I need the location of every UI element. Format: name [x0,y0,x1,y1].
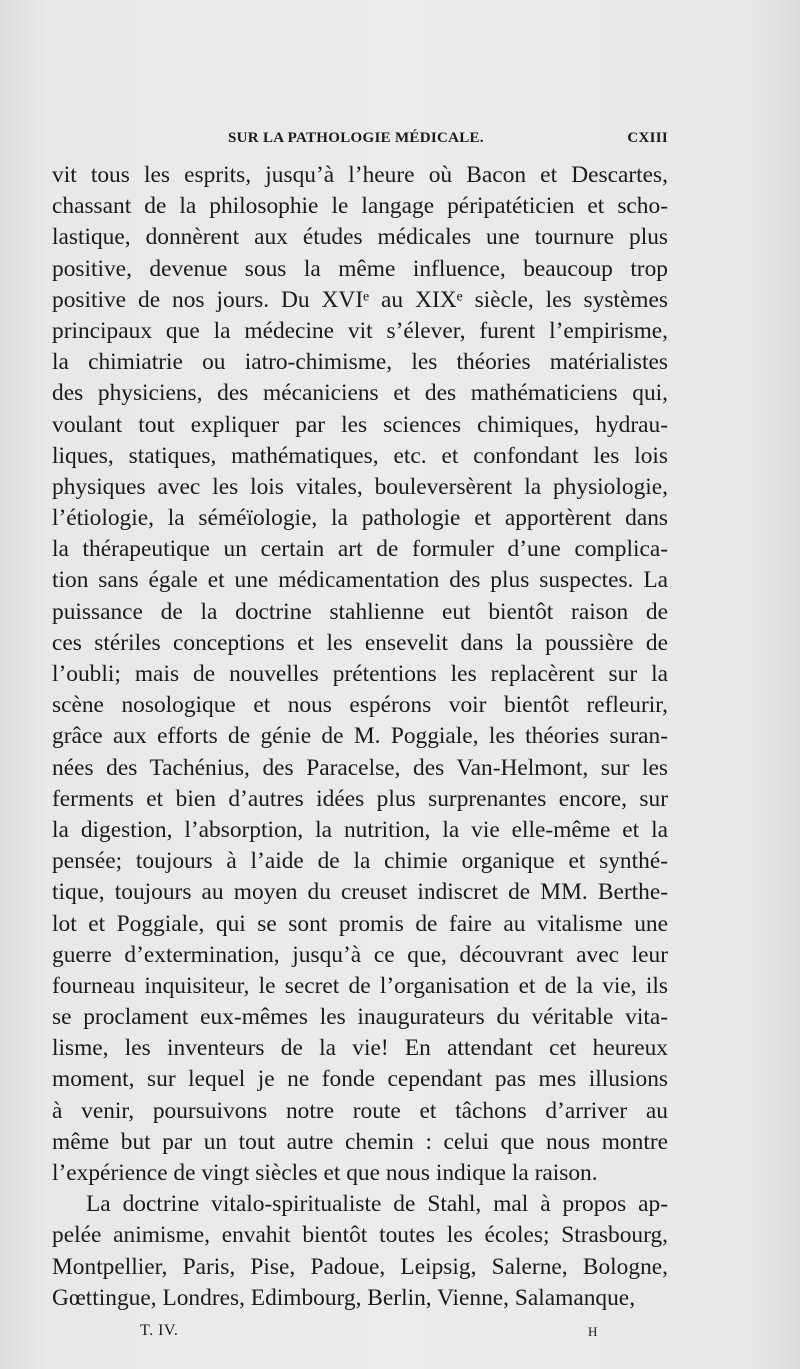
page-footer [52,1322,668,1348]
text-line: la chimiatrie ou iatro-chimisme, les théories matérialistes [52,349,668,376]
text-line: l’étiologie, la séméïologie, la pathologie et apportèrent dans [52,505,668,532]
text-line: la digestion, l’absorption, la nutrition, la vie elle-même et la [52,816,668,843]
text-line: positive de nos jours. Du XVIᵉ au XIXᵉ siècle, les systèmes [52,286,668,313]
volume-signature: T. IV. [140,1322,179,1339]
text-line: nées des Tachénius, des Paracelse, des Van-Helmont, sur les [52,754,668,781]
text-line: la thérapeutique un certain art de formuler d’une complica- [52,536,668,563]
text-line: positive, devenue sous la même influence, beaucoup trop [52,255,668,282]
text-line: scène nosologique et nous espérons voir bientôt refleurir, [52,692,668,719]
text-line: se proclament eux-mêmes les inaugurateurs du véritable vita- [52,1004,668,1031]
text-line: Gœttingue, Londres, Edimbourg, Berlin, Vienne, Salamanque, [52,1284,636,1311]
text-line: grâce aux efforts de génie de M. Poggiale, les théories suran- [52,723,668,750]
running-title: SUR LA PATHOLOGIE MÉDICALE. [228,130,484,146]
text-line: ferments et bien d’autres idées plus surprenantes encore, sur [52,785,668,812]
text-line: des physiciens, des mécaniciens et des mathématiciens qui, [52,380,668,407]
text-line: à venir, poursuivons notre route et tâchons d’arriver au [52,1097,668,1124]
text-line: pelée animisme, envahit bientôt toutes les écoles; Strasbourg, [52,1222,668,1249]
page-number: CXIII [627,130,668,146]
sheet-mark: H [588,1324,598,1339]
text-line: lot et Poggiale, qui se sont promis de faire au vitalisme une [52,910,668,937]
text-line: moment, sur lequel je ne fonde cependant pas mes illusions [52,1066,668,1093]
text-line: chassant de la philosophie le langage péripatéticien et scho- [52,193,668,220]
text-line: puissance de la doctrine stahlienne eut bientôt raison de [52,598,668,625]
text-line: tion sans égale et une médicamentation des plus suspectes. La [52,567,668,594]
text-line: vit tous les esprits, jusqu’à l’heure où Bacon et Descartes, [52,162,668,188]
text-line: physiques avec les lois vitales, bouleversèrent la physiologie, [52,473,668,500]
text-line: fourneau inquisiteur, le secret de l’organisation et de la vie, ils [52,972,668,999]
text-line: liques, statiques, mathématiques, etc. et confondant les lois [52,442,668,469]
text-line: guerre d’extermination, jusqu’à ce que, découvrant avec leur [52,941,668,968]
text-line: Montpellier, Paris, Pise, Padoue, Leipsig, Salerne, Bologne, [52,1253,668,1280]
text-line: tique, toujours au moyen du creuset indiscret de MM. Berthe- [52,879,668,906]
text-line: l’oubli; mais de nouvelles prétentions les replacèrent sur la [52,661,668,687]
text-line: principaux que la médecine vit s’élever, furent l’empirisme, [52,317,668,344]
text-line: même but par un tout autre chemin : celui que nous montre [52,1128,668,1155]
text-line: voulant tout expliquer par les sciences chimiques, hydrau- [52,411,668,438]
text-line: lastique, donnèrent aux études médicales une tournure plus [52,224,668,251]
text-line: ces stériles conceptions et les ensevelit dans la poussière de [52,629,668,656]
body-text [52,160,668,1314]
page-header [52,128,668,154]
text-line: lisme, les inventeurs de la vie! En attendant cet heureux [52,1035,668,1062]
text-line: l’expérience de vingt siècles et que nous indique la raison. [52,1160,598,1186]
text-line: La doctrine vitalo-spiritualiste de Stahl, mal à propos ap- [86,1191,668,1218]
text-line: pensée; toujours à l’aide de la chimie organique et synthé- [52,848,668,875]
